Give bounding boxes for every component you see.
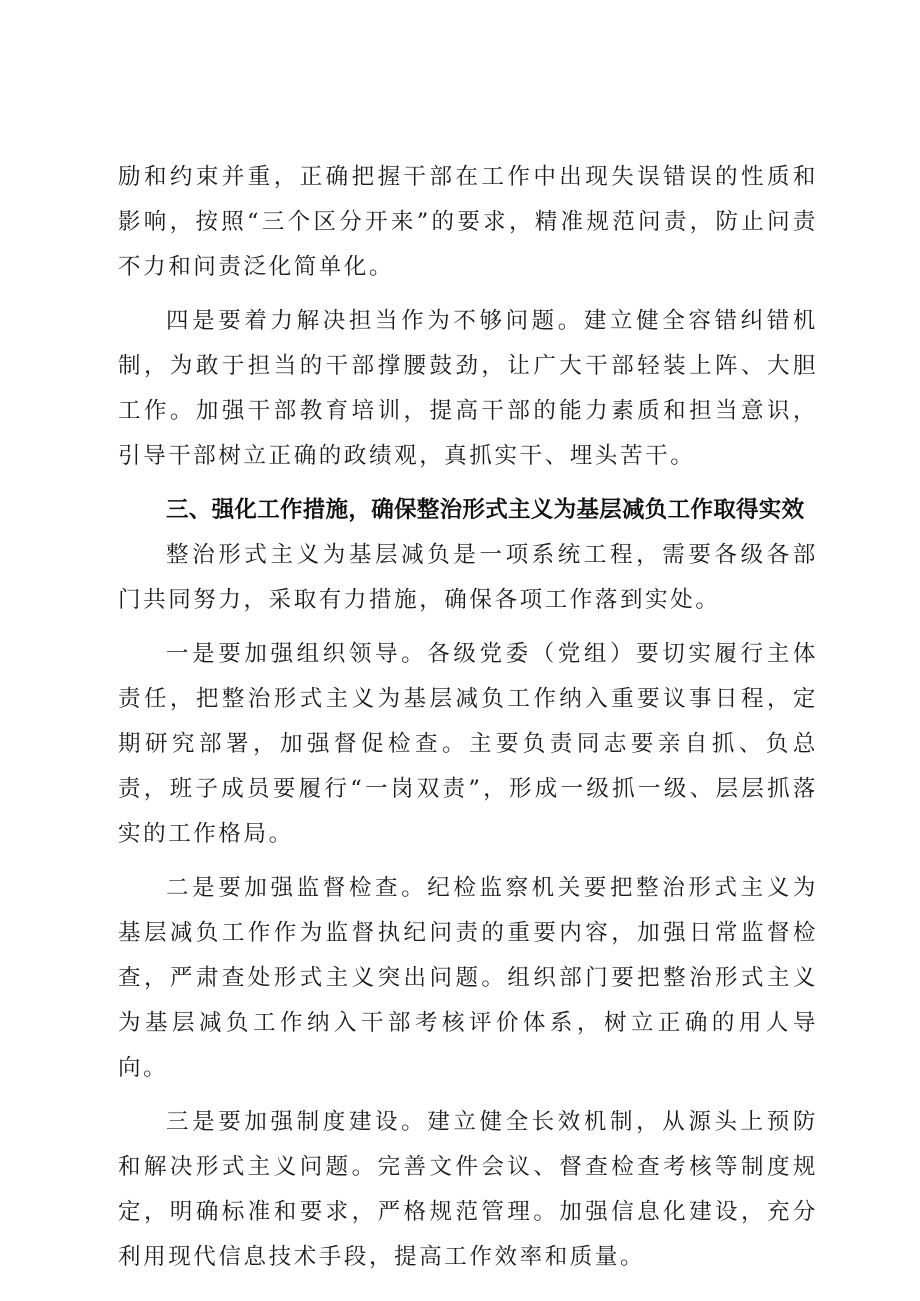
paragraph-point-one: 一是要加强组织领导。各级党委（党组）要切实履行主体责任，把整治形式主义为基层减负工作纳入重要议事日程，定期研究部署，加强督促检查。主要负责同志要亲自抓、负总责，班子成员要履行“一岗双责”，形成一级抓一级、层层抓落实的工作格局。 <box>118 641 818 847</box>
paragraph-point-four: 四是要着力解决担当作为不够问题。建立健全容错纠错机制，为敢于担当的干部撑腰鼓劲，让广大干部轻装上阵、大胆工作。加强干部教育培训，提高干部的能力素质和担当意识，引导干部树立正确的政绩观，真抓实干、埋头苦干。 <box>118 308 818 469</box>
document-body <box>118 155 818 1280</box>
paragraph-continuation: 励和约束并重，正确把握干部在工作中出现失误错误的性质和影响，按照“三个区分开来”的要求，精准规范问责，防止问责不力和问责泛化简单化。 <box>118 164 818 280</box>
section-heading-three: 三、强化工作措施，确保整治形式主义为基层减负工作取得实效 <box>166 497 805 523</box>
paragraph-point-three: 三是要加强制度建设。建立健全长效机制，从源头上预防和解决形式主义问题。完善文件会议、督查检查考核等制度规定，明确标准和要求，严格规范管理。加强信息化建设，充分利用现代信息技术手段，提高工作效率和质量。 <box>118 1109 818 1270</box>
paragraph-section-intro: 整治形式主义为基层减负是一项系统工程，需要各级各部门共同努力，采取有力措施，确保各项工作落到实处。 <box>118 542 818 613</box>
paragraph-point-two: 二是要加强监督检查。纪检监察机关要把整治形式主义为基层减负工作作为监督执纪问责的重要内容，加强日常监督检查，严肃查处形式主义突出问题。组织部门要把整治形式主义为基层减负工作纳入干部考核评价体系，树立正确的用人导向。 <box>118 875 818 1081</box>
